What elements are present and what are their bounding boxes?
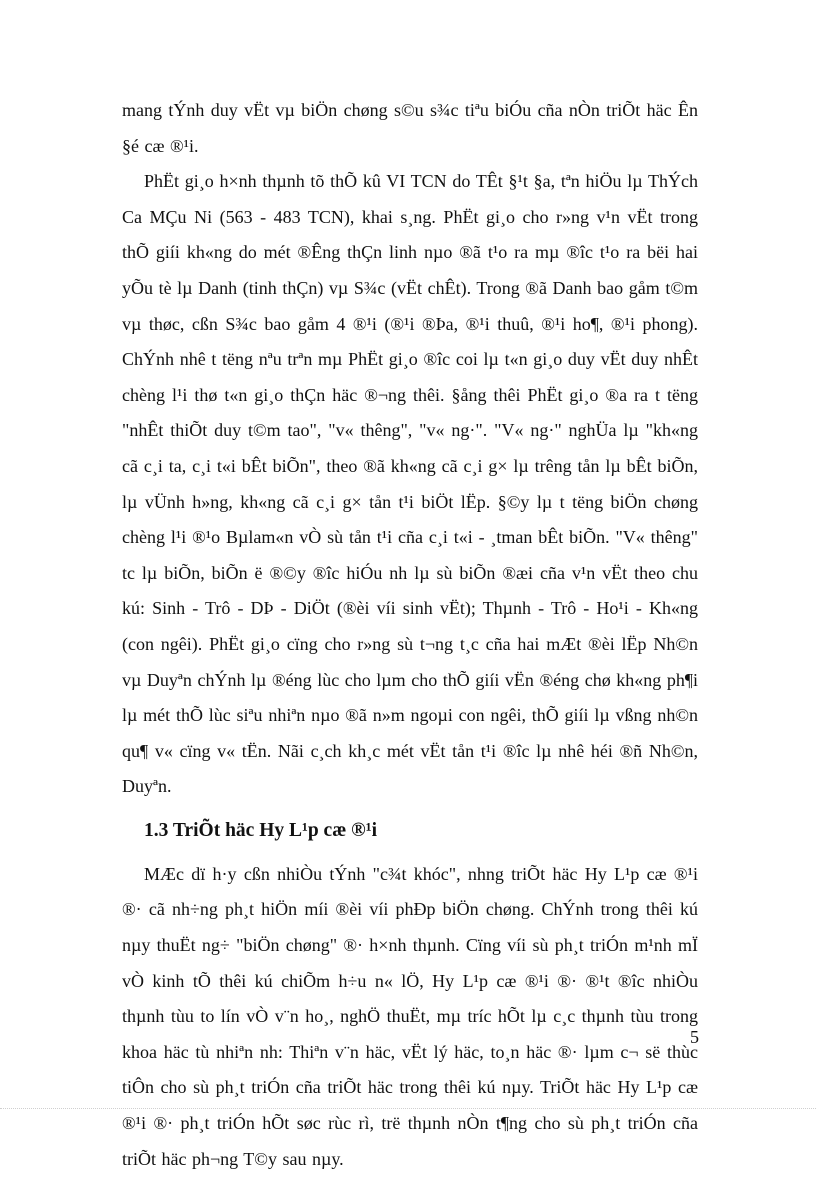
section-heading: 1.3 TriÕt häc Hy L¹p cæ ®¹i: [144, 819, 378, 841]
page-number: 5: [690, 1027, 699, 1047]
paragraph-buddhism: PhËt gi¸o h×nh thµnh tõ thÕ kû VI TCN do TÊt §¹t §a, tªn hiÖu lµ ThÝch Ca MÇu Ni (563 - 483 TCN), khai s¸ng. PhËt gi¸o cho r»ng v¹n vËt trong thÕ giíi kh«ng do mét ®Êng thÇn linh nµo ®ã t¹o ra mµ ®îc t¹o ra bëi hai yÕu tè lµ Danh (tinh thÇn) vµ S¾c (vËt chÊt). Trong ®ã Danh bao gåm t©m vµ thøc, cßn S¾c bao gåm 4 ®¹i (®¹i ®Þa, ®¹i thuû, ®¹i ho¶, ®¹i phong). ChÝnh nhê t tëng nªu trªn mµ PhËt gi¸o ®îc coi lµ t«n gi¸o duy vËt duy nhÊt chèng l¹i thø t«n gi¸o thÇn häc ®¬ng thêi. §ång thêi PhËt gi¸o ®a ra t tëng "nhÊt thiÕt duy t©m tao", "v« thêng", "v« ng·". "V« ng·" nghÜa lµ "kh«ng cã c¸i ta, c¸i t«i bÊt biÕn", theo ®ã kh«ng cã c¸i g× lµ trêng tån lµ bÊt biÕn, lµ vÜnh h»ng, kh«ng cã c¸i g× tån t¹i biÖt lËp. §©y lµ t tëng biÖn chøng chèng l¹i ®¹o Bµlam«n vÒ sù tån t¹i cña c¸i t«i - ¸tman bÊt biÕn. "V« thêng" tc lµ biÕn, biÕn ë ®©y ®îc hiÓu nh lµ sù biÕn ®æi cña v¹n vËt theo chu kú: Sinh - Trô - DÞ - DiÖt (®èi víi sinh vËt); Thµnh - Trô - Ho¹i - Kh«ng (con ngêi). PhËt gi¸o cïng cho r»ng sù t¬ng t¸c cña hai mÆt ®èi lËp Nh©n vµ Duyªn chÝnh lµ ®éng lùc cho lµm cho thÕ giíi vËn ®éng chø kh«ng ph¶i lµ mét thÕ lùc siªu nhiªn nµo ®ã n»m ngoµi con ngêi, thÕ giíi lµ vßng nh©n qu¶ v« cïng v« tËn. Nãi c¸ch kh¸c mét vËt tån t¹i ®îc lµ nhê héi ®ñ Nh©n, Duyªn.: [122, 171, 698, 797]
paragraph-continuation: mang tÝnh duy vËt vµ biÖn chøng s©u s¾c tiªu biÓu cña nÒn triÕt häc Ên §é cæ ®¹i.: [122, 100, 698, 156]
page-bottom-divider: [0, 1108, 816, 1109]
paragraph-greek-philosophy: MÆc dï h·y cßn nhiÒu tÝnh "c¾t khóc", nhng triÕt häc Hy L¹p cæ ®¹i ®· cã nh÷ng ph¸t hiÖn míi ®èi víi phÐp biÖn chøng. ChÝnh trong thêi kú nµy thuËt ng÷ "biÖn chøng" ®· h×nh thµnh. Cïng víi sù ph¸t triÓn m¹nh mÏ vÒ kinh tÕ thêi kú chiÕm h÷u n« lÖ, Hy L¹p cæ ®¹i ®· ®¹t ®îc nhiÒu thµnh tùu to lín vÒ v¨n ho¸, nghÖ thuËt, mµ tríc hÕt lµ c¸c thµnh tùu trong khoa häc tù nhiªn nh: Thiªn v¨n häc, vËt lý häc, to¸n häc ®· lµm c¬ së thùc tiÔn cho sù ph¸t triÓn cña triÕt häc trong thêi kú nµy. TriÕt häc Hy L¹p cæ ®¹i ®· ph¸t triÓn hÕt søc rùc rì, trë thµnh nÒn t¶ng cho sù ph¸t triÓn cña triÕt häc ph¬ng T©y sau nµy.: [122, 863, 698, 1169]
page-body: [122, 93, 698, 1177]
